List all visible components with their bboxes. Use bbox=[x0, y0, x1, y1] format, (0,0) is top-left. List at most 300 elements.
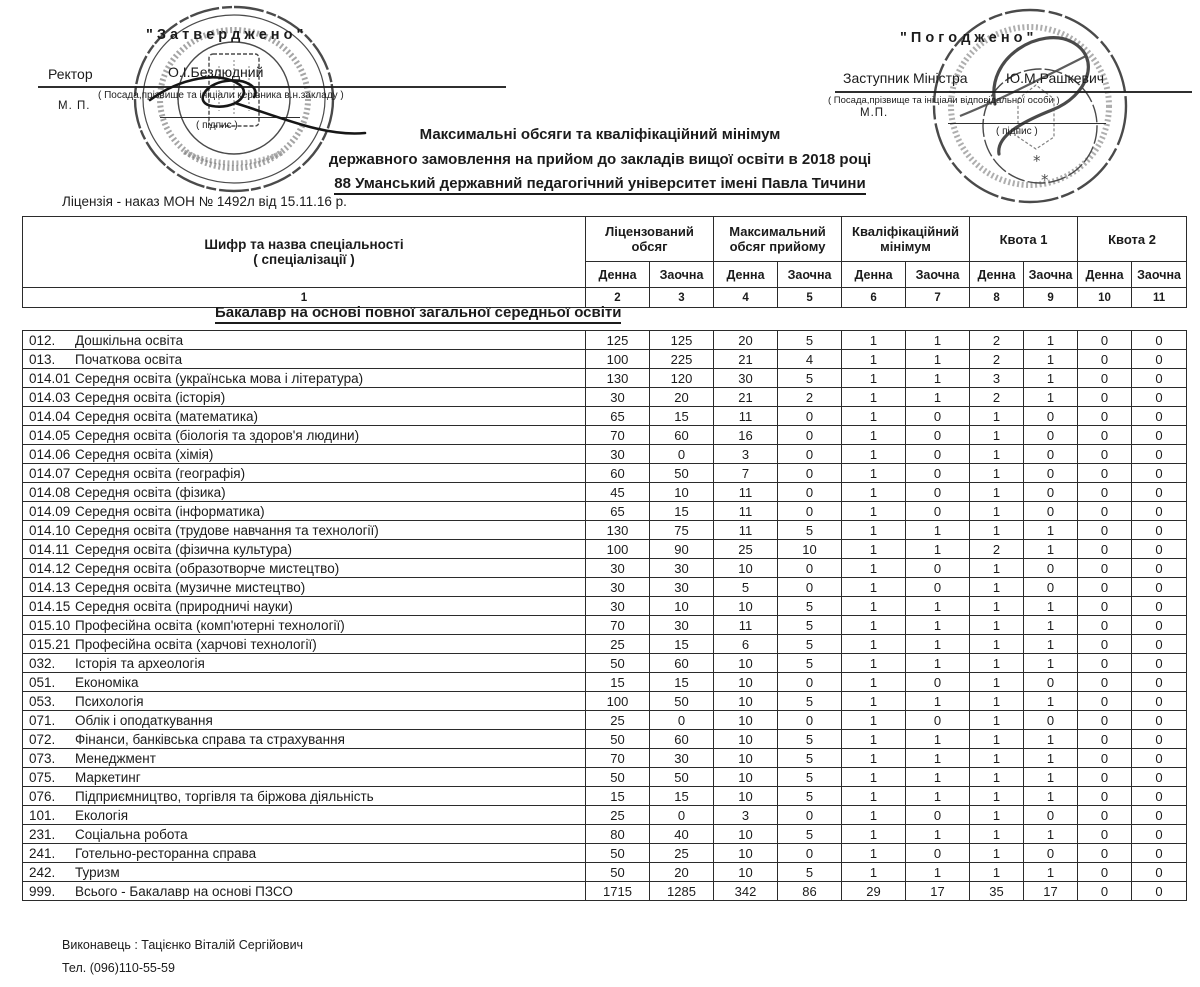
row-value: 0 bbox=[1132, 578, 1187, 597]
row-value: 2 bbox=[970, 388, 1024, 407]
row-value: 1 bbox=[1024, 787, 1078, 806]
row-value: 1 bbox=[906, 768, 970, 787]
table-row bbox=[23, 426, 1187, 445]
table-row bbox=[23, 673, 1187, 692]
row-value: 11 bbox=[714, 483, 778, 502]
table-row bbox=[23, 806, 1187, 825]
row-value: 4 bbox=[778, 350, 842, 369]
row-specialty-name: Історія та археологія bbox=[75, 655, 205, 671]
row-code: 014.04 bbox=[29, 408, 71, 424]
row-value: 0 bbox=[1132, 521, 1187, 540]
row-value: 0 bbox=[906, 445, 970, 464]
row-value: 70 bbox=[586, 749, 650, 768]
row-value: 5 bbox=[778, 597, 842, 616]
row-value: 0 bbox=[906, 559, 970, 578]
row-value: 0 bbox=[1024, 578, 1078, 597]
row-value: 0 bbox=[1078, 635, 1132, 654]
row-value: 2 bbox=[970, 540, 1024, 559]
row-value: 7 bbox=[714, 464, 778, 483]
row-value: 10 bbox=[714, 654, 778, 673]
row-value: 50 bbox=[586, 863, 650, 882]
table-row bbox=[23, 863, 1187, 882]
row-value: 60 bbox=[586, 464, 650, 483]
row-value: 0 bbox=[1132, 426, 1187, 445]
row-value: 1 bbox=[970, 825, 1024, 844]
row-value: 0 bbox=[1078, 445, 1132, 464]
row-value: 0 bbox=[906, 426, 970, 445]
row-specialty-name: Облік і оподаткування bbox=[75, 712, 213, 728]
row-value: 17 bbox=[906, 882, 970, 901]
section-header-bachelor: Бакалавр на основі повної загальної середньої освіти bbox=[215, 304, 621, 324]
table-row bbox=[23, 464, 1187, 483]
row-value: 3 bbox=[714, 806, 778, 825]
row-value: 1 bbox=[906, 692, 970, 711]
table-row bbox=[23, 711, 1187, 730]
row-value: 11 bbox=[714, 502, 778, 521]
row-value: 1 bbox=[970, 578, 1024, 597]
row-value: 1 bbox=[970, 464, 1024, 483]
row-specialty-name: Професійна освіта (комп'ютерні технології) bbox=[75, 617, 345, 633]
row-value: 5 bbox=[778, 616, 842, 635]
row-value: 1 bbox=[1024, 749, 1078, 768]
row-value: 0 bbox=[1078, 483, 1132, 502]
row-value: 1 bbox=[842, 730, 906, 749]
row-specialty-name: Середня освіта (історія) bbox=[75, 389, 226, 405]
row-value: 0 bbox=[1078, 768, 1132, 787]
row-value: 0 bbox=[1024, 464, 1078, 483]
row-value: 0 bbox=[1132, 882, 1187, 901]
row-value: 0 bbox=[650, 445, 714, 464]
row-value: 0 bbox=[1078, 787, 1132, 806]
doc-title-university: 88 Уманський державний педагогічний університет імені Павла Тичини bbox=[334, 175, 865, 195]
row-value: 20 bbox=[650, 388, 714, 407]
row-value: 25 bbox=[714, 540, 778, 559]
table-row bbox=[23, 787, 1187, 806]
row-value: 0 bbox=[778, 844, 842, 863]
row-code: 053. bbox=[29, 693, 56, 709]
row-value: 10 bbox=[714, 768, 778, 787]
row-value: 0 bbox=[650, 711, 714, 730]
row-value: 1 bbox=[842, 578, 906, 597]
row-code: 231. bbox=[29, 826, 56, 842]
row-value: 1 bbox=[842, 331, 906, 350]
row-value: 0 bbox=[1078, 673, 1132, 692]
row-value: 0 bbox=[1078, 616, 1132, 635]
row-value: 1 bbox=[906, 331, 970, 350]
row-value: 5 bbox=[778, 692, 842, 711]
table-row bbox=[23, 331, 1187, 350]
row-value: 0 bbox=[1132, 616, 1187, 635]
row-value: 0 bbox=[778, 426, 842, 445]
row-specialty-name: Середня освіта (українська мова і література) bbox=[75, 370, 364, 386]
row-value: 1 bbox=[842, 673, 906, 692]
row-specialty-name: Середня освіта (фізична культура) bbox=[75, 541, 292, 557]
table-row bbox=[23, 559, 1187, 578]
row-specialty-name: Туризм bbox=[75, 864, 120, 880]
table-row bbox=[23, 768, 1187, 787]
table-row bbox=[23, 350, 1187, 369]
row-value: 0 bbox=[778, 559, 842, 578]
row-code: 073. bbox=[29, 750, 56, 766]
row-value: 0 bbox=[906, 711, 970, 730]
row-value: 0 bbox=[778, 407, 842, 426]
row-value: 0 bbox=[1132, 749, 1187, 768]
row-value: 0 bbox=[1078, 654, 1132, 673]
table-row bbox=[23, 483, 1187, 502]
row-value: 10 bbox=[714, 711, 778, 730]
row-value: 25 bbox=[650, 844, 714, 863]
row-value: 86 bbox=[778, 882, 842, 901]
row-value: 30 bbox=[714, 369, 778, 388]
row-value: 0 bbox=[1078, 540, 1132, 559]
row-value: 0 bbox=[778, 502, 842, 521]
row-code: 072. bbox=[29, 731, 56, 747]
row-value: 16 bbox=[714, 426, 778, 445]
row-code: 014.15 bbox=[29, 598, 71, 614]
row-value: 2 bbox=[970, 350, 1024, 369]
row-value: 60 bbox=[650, 426, 714, 445]
row-specialty-name: Економіка bbox=[75, 674, 139, 690]
row-value: 1 bbox=[842, 407, 906, 426]
table-row bbox=[23, 616, 1187, 635]
row-value: 50 bbox=[586, 654, 650, 673]
row-value: 0 bbox=[778, 673, 842, 692]
doc-title-line2: державного замовлення на прийом до закладів вищої освіти в 2018 році bbox=[328, 151, 872, 168]
row-value: 0 bbox=[1132, 787, 1187, 806]
row-value: 1 bbox=[842, 445, 906, 464]
row-value: 1 bbox=[842, 806, 906, 825]
row-value: 60 bbox=[650, 654, 714, 673]
row-value: 0 bbox=[1024, 559, 1078, 578]
row-value: 0 bbox=[1024, 502, 1078, 521]
row-value: 1 bbox=[842, 540, 906, 559]
row-specialty-name: Підприємництво, торгівля та біржова діяльність bbox=[75, 788, 374, 804]
row-value: 1 bbox=[1024, 540, 1078, 559]
row-value: 65 bbox=[586, 502, 650, 521]
row-code: 015.10 bbox=[29, 617, 71, 633]
row-code: 071. bbox=[29, 712, 56, 728]
subcol-ext: Заочна bbox=[650, 262, 714, 288]
approved-title: " З а т в е р д ж е н о " bbox=[146, 27, 304, 43]
row-value: 10 bbox=[714, 730, 778, 749]
subcol-day: Денна bbox=[586, 262, 650, 288]
deputy-minister-name: Ю.М.Рашкевич bbox=[1006, 70, 1105, 86]
col-number: 2 bbox=[586, 288, 650, 308]
row-code: 014.11 bbox=[29, 541, 70, 557]
right-mp-label: М.П. bbox=[860, 107, 889, 119]
row-value: 1 bbox=[1024, 654, 1078, 673]
row-value: 1 bbox=[906, 388, 970, 407]
row-value: 120 bbox=[650, 369, 714, 388]
row-value: 130 bbox=[586, 521, 650, 540]
row-code: 013. bbox=[29, 351, 56, 367]
row-value: 0 bbox=[906, 806, 970, 825]
row-value: 21 bbox=[714, 350, 778, 369]
row-value: 0 bbox=[1078, 331, 1132, 350]
table-row bbox=[23, 388, 1187, 407]
row-value: 0 bbox=[906, 483, 970, 502]
row-value: 1 bbox=[842, 369, 906, 388]
row-value: 0 bbox=[1132, 502, 1187, 521]
row-value: 0 bbox=[1078, 559, 1132, 578]
row-value: 1 bbox=[970, 616, 1024, 635]
row-specialty-name: Середня освіта (математика) bbox=[75, 408, 259, 424]
row-value: 50 bbox=[586, 844, 650, 863]
row-value: 0 bbox=[1078, 369, 1132, 388]
row-value: 1 bbox=[842, 787, 906, 806]
row-value: 0 bbox=[1024, 407, 1078, 426]
row-value: 1285 bbox=[650, 882, 714, 901]
row-code: 014.05 bbox=[29, 427, 71, 443]
table-row bbox=[23, 407, 1187, 426]
row-value: 0 bbox=[1078, 825, 1132, 844]
row-value: 1 bbox=[1024, 521, 1078, 540]
row-code: 075. bbox=[29, 769, 56, 785]
row-value: 15 bbox=[650, 673, 714, 692]
row-value: 0 bbox=[1132, 445, 1187, 464]
row-value: 75 bbox=[650, 521, 714, 540]
row-value: 5 bbox=[778, 730, 842, 749]
row-value: 1715 bbox=[586, 882, 650, 901]
row-value: 50 bbox=[586, 730, 650, 749]
row-value: 0 bbox=[1132, 597, 1187, 616]
row-value: 1 bbox=[970, 635, 1024, 654]
row-value: 11 bbox=[714, 407, 778, 426]
row-value: 1 bbox=[906, 787, 970, 806]
row-value: 5 bbox=[778, 654, 842, 673]
row-value: 1 bbox=[970, 559, 1024, 578]
table-row bbox=[23, 521, 1187, 540]
row-value: 5 bbox=[778, 369, 842, 388]
row-value: 1 bbox=[906, 616, 970, 635]
row-value: 1 bbox=[906, 825, 970, 844]
row-code: 101. bbox=[29, 807, 56, 823]
deputy-minister-role-label: Заступник Міністра bbox=[843, 70, 968, 86]
row-value: 125 bbox=[650, 331, 714, 350]
row-value: 20 bbox=[650, 863, 714, 882]
row-value: 0 bbox=[1132, 369, 1187, 388]
row-value: 10 bbox=[714, 597, 778, 616]
row-value: 1 bbox=[1024, 350, 1078, 369]
row-code: 999. bbox=[29, 883, 56, 899]
row-value: 10 bbox=[714, 692, 778, 711]
row-value: 0 bbox=[906, 502, 970, 521]
row-value: 1 bbox=[906, 350, 970, 369]
row-code: 014.12 bbox=[29, 560, 71, 576]
row-code: 014.03 bbox=[29, 389, 71, 405]
subcol-ext: Заочна bbox=[906, 262, 970, 288]
row-value: 1 bbox=[906, 863, 970, 882]
row-value: 1 bbox=[842, 521, 906, 540]
doc-title-line1: Максимальні обсяги та кваліфікаційний мінімум bbox=[419, 126, 781, 143]
row-value: 25 bbox=[586, 806, 650, 825]
rector-name: О.І.Безлюдний bbox=[168, 64, 264, 80]
row-value: 5 bbox=[778, 331, 842, 350]
row-value: 0 bbox=[1132, 331, 1187, 350]
row-value: 30 bbox=[650, 616, 714, 635]
row-value: 40 bbox=[650, 825, 714, 844]
row-value: 0 bbox=[778, 445, 842, 464]
row-value: 0 bbox=[1132, 559, 1187, 578]
row-value: 1 bbox=[842, 635, 906, 654]
row-value: 0 bbox=[1078, 464, 1132, 483]
row-value: 10 bbox=[714, 749, 778, 768]
row-value: 10 bbox=[714, 825, 778, 844]
row-value: 1 bbox=[970, 844, 1024, 863]
row-value: 0 bbox=[906, 673, 970, 692]
row-specialty-name: Дошкільна освіта bbox=[75, 332, 184, 348]
table-row bbox=[23, 654, 1187, 673]
row-value: 1 bbox=[970, 407, 1024, 426]
row-value: 5 bbox=[714, 578, 778, 597]
row-code: 014.10 bbox=[29, 522, 71, 538]
row-value: 5 bbox=[778, 787, 842, 806]
row-value: 0 bbox=[1024, 806, 1078, 825]
row-value: 100 bbox=[586, 692, 650, 711]
row-value: 29 bbox=[842, 882, 906, 901]
row-value: 0 bbox=[1078, 388, 1132, 407]
row-value: 1 bbox=[970, 502, 1024, 521]
row-value: 11 bbox=[714, 616, 778, 635]
col-group-qual-min: Кваліфікаційний мінімум bbox=[842, 217, 970, 262]
table-row bbox=[23, 749, 1187, 768]
left-mp-label: М. П. bbox=[58, 100, 91, 112]
row-value: 0 bbox=[778, 806, 842, 825]
row-value: 1 bbox=[842, 654, 906, 673]
row-value: 5 bbox=[778, 635, 842, 654]
row-code: 242. bbox=[29, 864, 56, 880]
row-value: 1 bbox=[842, 483, 906, 502]
row-value: 0 bbox=[778, 711, 842, 730]
row-value: 1 bbox=[842, 350, 906, 369]
row-code: 076. bbox=[29, 788, 56, 804]
row-value: 0 bbox=[1078, 711, 1132, 730]
table-body bbox=[23, 331, 1187, 901]
phone-line: Тел. (096)110-55-59 bbox=[62, 961, 175, 975]
table-row bbox=[23, 502, 1187, 521]
row-value: 5 bbox=[778, 768, 842, 787]
row-value: 1 bbox=[906, 749, 970, 768]
row-value: 30 bbox=[650, 559, 714, 578]
row-value: 0 bbox=[1132, 540, 1187, 559]
row-value: 0 bbox=[1078, 350, 1132, 369]
row-value: 0 bbox=[1024, 426, 1078, 445]
row-specialty-name: Менеджмент bbox=[75, 750, 156, 766]
row-value: 1 bbox=[906, 635, 970, 654]
row-value: 0 bbox=[1078, 863, 1132, 882]
row-value: 10 bbox=[714, 787, 778, 806]
row-value: 1 bbox=[842, 597, 906, 616]
row-value: 1 bbox=[1024, 388, 1078, 407]
row-value: 0 bbox=[1132, 654, 1187, 673]
row-value: 50 bbox=[650, 464, 714, 483]
row-value: 15 bbox=[650, 787, 714, 806]
row-value: 125 bbox=[586, 331, 650, 350]
row-value: 5 bbox=[778, 825, 842, 844]
row-value: 1 bbox=[1024, 369, 1078, 388]
table-row bbox=[23, 369, 1187, 388]
col-number: 11 bbox=[1132, 288, 1187, 308]
col-header-specialty: Шифр та назва спеціальності ( спеціалізації ) bbox=[23, 217, 586, 288]
executor-line: Виконавець : Тацієнко Віталій Сергійович bbox=[62, 938, 304, 952]
row-value: 1 bbox=[1024, 863, 1078, 882]
row-value: 1 bbox=[970, 654, 1024, 673]
row-value: 1 bbox=[970, 426, 1024, 445]
row-value: 0 bbox=[1078, 882, 1132, 901]
row-value: 10 bbox=[650, 483, 714, 502]
row-value: 0 bbox=[906, 578, 970, 597]
row-value: 1 bbox=[842, 749, 906, 768]
row-specialty-name: Середня освіта (трудове навчання та технології) bbox=[75, 522, 379, 538]
row-value: 342 bbox=[714, 882, 778, 901]
row-value: 0 bbox=[1078, 844, 1132, 863]
row-value: 35 bbox=[970, 882, 1024, 901]
col-number: 9 bbox=[1024, 288, 1078, 308]
row-value: 0 bbox=[1132, 844, 1187, 863]
row-value: 130 bbox=[586, 369, 650, 388]
row-value: 1 bbox=[906, 597, 970, 616]
row-value: 3 bbox=[970, 369, 1024, 388]
row-value: 1 bbox=[1024, 635, 1078, 654]
row-value: 1 bbox=[970, 787, 1024, 806]
row-value: 1 bbox=[1024, 825, 1078, 844]
row-value: 10 bbox=[778, 540, 842, 559]
row-value: 3 bbox=[714, 445, 778, 464]
row-value: 1 bbox=[906, 730, 970, 749]
row-value: 1 bbox=[970, 597, 1024, 616]
row-value: 0 bbox=[1132, 730, 1187, 749]
row-value: 225 bbox=[650, 350, 714, 369]
col-number: 6 bbox=[842, 288, 906, 308]
row-value: 0 bbox=[1078, 692, 1132, 711]
row-value: 30 bbox=[586, 388, 650, 407]
row-code: 014.01 bbox=[29, 370, 71, 386]
col-number: 5 bbox=[778, 288, 842, 308]
row-value: 0 bbox=[1132, 806, 1187, 825]
row-value: 1 bbox=[1024, 730, 1078, 749]
row-value: 0 bbox=[1132, 350, 1187, 369]
row-value: 0 bbox=[778, 464, 842, 483]
rector-role-label: Ректор bbox=[48, 66, 93, 82]
row-value: 100 bbox=[586, 540, 650, 559]
row-value: 1 bbox=[1024, 331, 1078, 350]
row-specialty-name: Середня освіта (інформатика) bbox=[75, 503, 265, 519]
row-value: 6 bbox=[714, 635, 778, 654]
row-value: 1 bbox=[906, 369, 970, 388]
row-value: 1 bbox=[970, 863, 1024, 882]
row-value: 0 bbox=[778, 578, 842, 597]
row-value: 30 bbox=[650, 578, 714, 597]
row-value: 1 bbox=[842, 692, 906, 711]
row-value: 1 bbox=[970, 692, 1024, 711]
row-value: 1 bbox=[842, 844, 906, 863]
row-value: 1 bbox=[906, 540, 970, 559]
row-value: 50 bbox=[650, 768, 714, 787]
subcol-ext: Заочна bbox=[1024, 262, 1078, 288]
row-value: 15 bbox=[650, 635, 714, 654]
row-specialty-name: Екологія bbox=[75, 807, 129, 823]
subcol-day: Денна bbox=[970, 262, 1024, 288]
row-value: 17 bbox=[1024, 882, 1078, 901]
row-value: 0 bbox=[1132, 768, 1187, 787]
col-group-quota2: Квота 2 bbox=[1078, 217, 1187, 262]
row-value: 1 bbox=[970, 445, 1024, 464]
row-value: 1 bbox=[906, 521, 970, 540]
row-value: 10 bbox=[650, 597, 714, 616]
col-group-licensed: Ліцензований обсяг bbox=[586, 217, 714, 262]
left-sign-caption: ( підпис ) bbox=[196, 120, 238, 131]
row-value: 0 bbox=[650, 806, 714, 825]
